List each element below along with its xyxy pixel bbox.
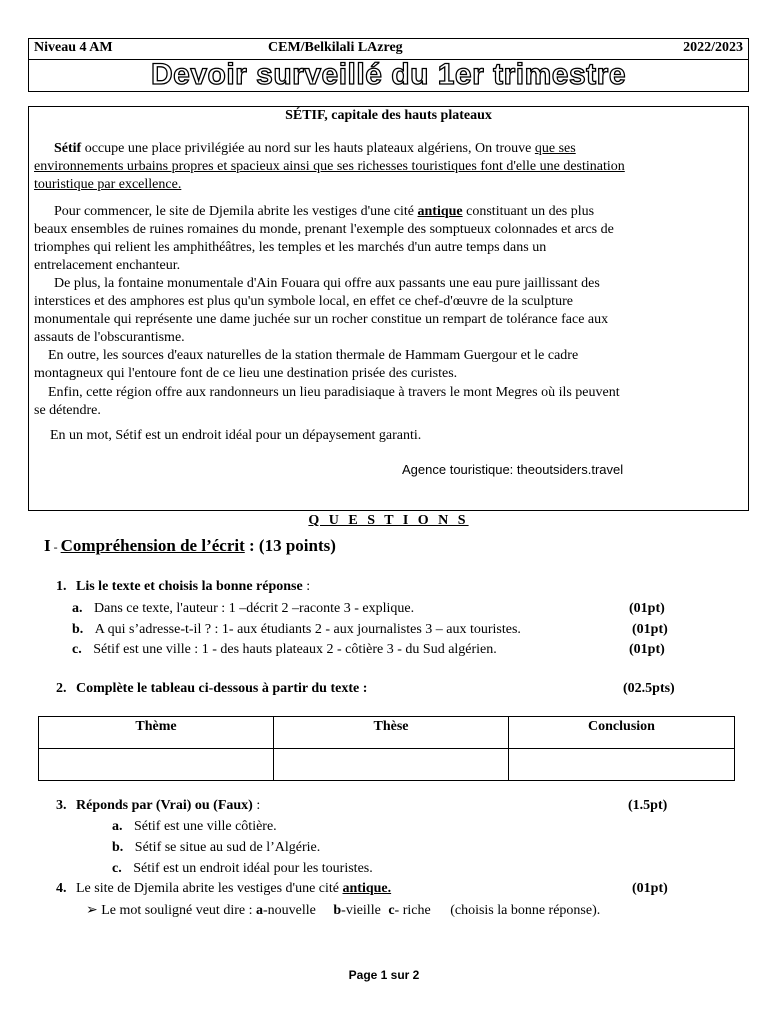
- q3-letter: a.: [112, 819, 123, 834]
- level-label: Niveau 4 AM: [34, 40, 113, 55]
- section-heading: [44, 536, 336, 556]
- q1-label: Lis le texte et choisis la bonne réponse: [76, 579, 303, 594]
- q1-colon: :: [302, 579, 311, 594]
- table-header-these: Thèse: [274, 717, 509, 749]
- q4-heading: [56, 881, 391, 897]
- q2-label: Complète le tableau ci-dessous à partir du texte :: [76, 681, 368, 696]
- q1-letter: b.: [72, 622, 84, 637]
- q3-item-c: [112, 861, 373, 877]
- answer-table: [38, 716, 735, 781]
- p5-line-2: se détendre.: [34, 403, 101, 418]
- table-cell-conclusion[interactable]: [509, 749, 735, 781]
- q4-opt-b-letter: b: [333, 903, 342, 918]
- table-header-theme: Thème: [39, 717, 274, 749]
- section-separator: -: [50, 540, 61, 554]
- q4-text: Le site de Djemila abrite les vestiges d'une cité: [76, 881, 343, 896]
- q3-text: Sétif se situe au sud de l’Algérie.: [134, 840, 321, 855]
- q3-number: 3.: [56, 798, 67, 813]
- q3-letter: b.: [112, 840, 124, 855]
- text-source: Agence touristique: theoutsiders.travel: [402, 462, 624, 477]
- q1-heading: [56, 579, 310, 595]
- table-header-row: [39, 717, 735, 749]
- q1-b-points: (01pt): [632, 622, 668, 637]
- q3-item-a: [112, 819, 277, 835]
- q4-sub-text: Le mot souligné veut dire :: [97, 903, 256, 918]
- q4-points: (01pt): [632, 881, 668, 896]
- p3-line-4: assauts de l'obscurantisme.: [34, 330, 185, 345]
- q1-item-a: [72, 601, 414, 617]
- q1-letter: a.: [72, 601, 83, 616]
- p1-underline-1: que ses: [534, 141, 576, 156]
- p1-underline-3: touristique par excellence.: [34, 177, 182, 192]
- q4-opt-b: -vieille: [341, 903, 381, 918]
- q1-letter: c.: [72, 642, 82, 657]
- school-year: 2022/2023: [683, 40, 743, 55]
- q3-points: (1.5pt): [628, 798, 668, 813]
- q2-points: (02.5pts): [623, 681, 675, 696]
- q4-sub: [86, 902, 600, 919]
- q4-instruction: (choisis la bonne réponse).: [450, 903, 601, 918]
- page-number: Page 1 sur 2: [348, 968, 420, 982]
- paragraph-5: [34, 384, 746, 420]
- p3-line-1: De plus, la fontaine monumentale d'Ain Fouara qui offre aux passants une eau pure jaillissant des: [54, 276, 600, 291]
- q4-opt-a: -nouvelle: [262, 903, 316, 918]
- q3-text: Sétif est une ville côtière.: [134, 819, 277, 834]
- paragraph-6: [34, 427, 746, 445]
- q3-label: Réponds par (Vrai) ou (Faux): [76, 798, 253, 813]
- q1-text: Sétif est une ville : 1 - des hauts plateaux 2 - côtière 3 - du Sud algérien.: [93, 642, 497, 657]
- table-header-conclusion: Conclusion: [509, 717, 735, 749]
- header-row: [28, 38, 749, 60]
- p1-text: occupe une place privilégiée au nord sur les hauts plateaux algériens, On trouve: [81, 141, 535, 156]
- p5-line-1: Enfin, cette région offre aux randonneurs un lieu paradisiaque à travers le mont Megres où ils peuvent: [48, 385, 620, 400]
- q1-c-points: (01pt): [629, 642, 665, 657]
- q1-text: A qui s’adresse-t-il ? : 1- aux étudiants 2 - aux journalistes 3 – aux touristes.: [94, 622, 521, 637]
- q4-opt-c-letter: c: [388, 903, 395, 918]
- p4-line-1: En outre, les sources d'eaux naturelles de la station thermale de Hammam Guergour et le cadre: [48, 348, 579, 363]
- section-points: : (13 points): [244, 536, 336, 555]
- p2-bold: antique: [417, 204, 463, 219]
- arrow-icon: ➢: [86, 903, 98, 918]
- table-answer-row: [39, 749, 735, 781]
- q1-a-points: (01pt): [629, 601, 665, 616]
- q3-item-b: [112, 840, 320, 856]
- p3-line-2: interstices et des amphores est plus qu'un symbole local, en effet ce chef-d'œuvre de la sculpture: [34, 294, 573, 309]
- q4-opt-a-letter: a: [255, 903, 263, 918]
- school-name: CEM/Belkilali LAzreg: [268, 40, 403, 55]
- section-title: Compréhension de l’écrit: [60, 536, 245, 555]
- q2-heading: [56, 681, 367, 697]
- p1-bold: Sétif: [54, 141, 82, 156]
- table-cell-these[interactable]: [274, 749, 509, 781]
- p2-text-a: Pour commencer, le site de Djemila abrite les vestiges d'une cité: [54, 204, 418, 219]
- p2-line-2: beaux ensembles de ruines romaines du monde, prenant l'exemple des somptueux colonnades et arcs de: [34, 222, 614, 237]
- p1-underline-2: environnements urbains propres et spacieux ainsi que ses richesses touristiques font d'elle une destination: [34, 159, 625, 174]
- table-cell-theme[interactable]: [39, 749, 274, 781]
- p2-line-3: triomphes qui relient les amphithéâtres, les temples et les marchés d'un autre temps dans un: [34, 240, 547, 255]
- q4-number: 4.: [56, 881, 67, 896]
- paragraph-1: [34, 140, 746, 194]
- q3-text: Sétif est un endroit idéal pour les touristes.: [133, 861, 373, 876]
- q2-number: 2.: [56, 681, 67, 696]
- exam-title: Devoir surveillé du 1er trimestre: [150, 58, 627, 91]
- p6-text: En un mot, Sétif est un endroit idéal pour un dépaysement garanti.: [50, 428, 422, 443]
- section-number: I: [44, 536, 51, 555]
- q1-item-c: [72, 642, 497, 658]
- p4-line-2: montagneux qui l'entoure font de ce lieu une destination prisée des curistes.: [34, 366, 458, 381]
- q1-item-b: [72, 622, 521, 638]
- paragraph-2: [34, 203, 746, 275]
- q3-colon: :: [252, 798, 261, 813]
- paragraph-3: [34, 275, 746, 347]
- p2-text-b: constituant un des plus: [462, 204, 595, 219]
- text-title: SÉTIF, capitale des hauts plateaux: [285, 108, 492, 123]
- p2-line-4: entrelacement enchanteur.: [34, 258, 181, 273]
- paragraph-4: [34, 347, 746, 383]
- q3-heading: [56, 798, 260, 814]
- q1-number: 1.: [56, 579, 67, 594]
- questions-heading: Q U E S T I O N S: [308, 513, 469, 528]
- q3-letter: c.: [112, 861, 122, 876]
- p3-line-3: monumentale qui représente une dame juchée sur un rocher constitue un rempart de tolérance face aux: [34, 312, 609, 327]
- q4-underlined-word: antique.: [342, 881, 392, 896]
- q1-text: Dans ce texte, l'auteur : 1 –décrit 2 –raconte 3 - explique.: [94, 601, 415, 616]
- q4-opt-c: - riche: [394, 903, 431, 918]
